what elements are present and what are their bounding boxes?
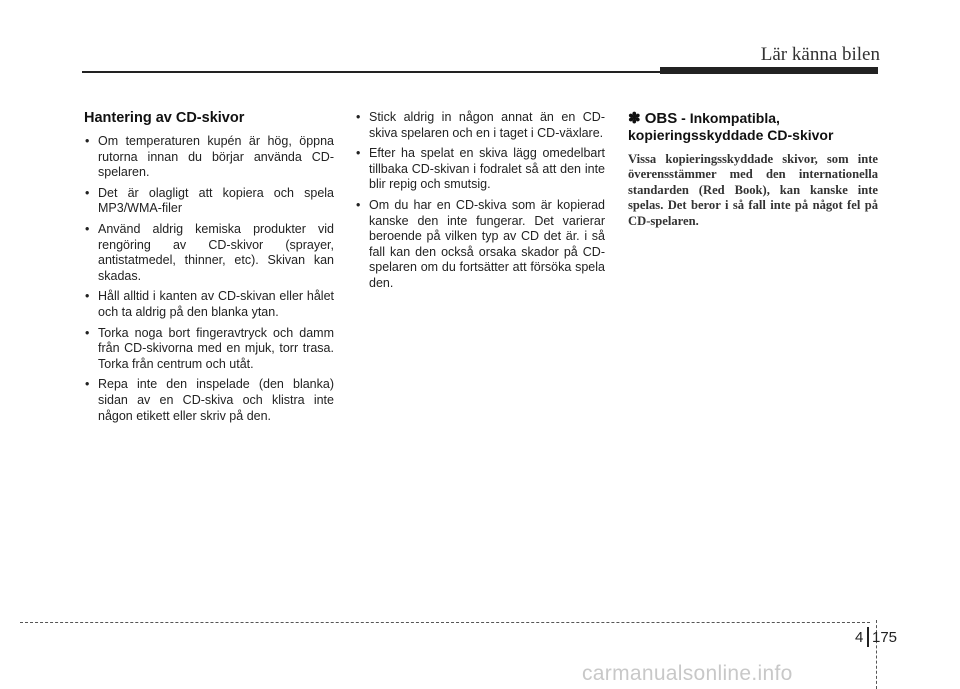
obs-body: Vissa kopieringsskyddade skivor, som inte överensstämmer med den internationella standarden (Red Book), kan kanske inte spelas. Det beror i så fall inte på något fel på CD-spelaren.	[628, 152, 878, 228]
header-rule-accent	[660, 67, 878, 74]
list-item: • Repa inte den inspelade (den blanka) sidan av en CD-skiva och klistra inte någon etikett eller skriv på den.	[84, 377, 334, 424]
section-heading: Hantering av CD-skivor	[84, 110, 245, 126]
list-item: • Det är olagligt att kopiera och spela MP3/WMA-filer	[84, 186, 334, 217]
column-cd-handling	[84, 110, 334, 429]
cd-handling-list	[84, 134, 334, 424]
watermark: carmanualsonline.info	[582, 662, 793, 685]
cd-handling-list-continued	[355, 110, 605, 292]
obs-title: - Inkompatibla, kopieringsskyddade CD-skivor	[628, 110, 834, 143]
list-item: • Använd aldrig kemiska produkter vid rengöring av CD-skivor (sprayer, antistatmedel, thinner, etc). Skivan kan skadas.	[84, 222, 334, 284]
footer-dashed-rule	[20, 622, 870, 623]
obs-marker: ✽ OBS	[628, 110, 678, 127]
header-rule	[82, 71, 662, 73]
column-obs-note	[628, 110, 878, 229]
list-item: • Torka noga bort fingeravtryck och damm från CD-skivorna med en mjuk, torr trasa. Torka från centrum och utåt.	[84, 326, 334, 373]
chapter-number: 4	[855, 629, 864, 646]
obs-heading	[628, 110, 878, 144]
page-header-title: Lär känna bilen	[760, 44, 880, 65]
list-item: • Efter ha spelat en skiva lägg omedelbart tillbaka CD-skivan i fodralet så att den inte blir repig och smutsig.	[355, 146, 605, 193]
column-cd-handling-continued	[355, 110, 605, 297]
list-item: • Om du har en CD-skiva som är kopierad kanske den inte fungerar. Det varierar beroende på vilken typ av CD det är. i så fall kan den också orsaka skador på CD-spelaren om du fortsätter att försöka spela den.	[355, 198, 605, 292]
list-item: • Om temperaturen kupén är hög, öppna rutorna innan du börjar använda CD-spelaren.	[84, 134, 334, 181]
list-item: • Stick aldrig in någon annat än en CD-skiva spelaren och en i taget i CD-växlare.	[355, 110, 605, 141]
list-item: • Håll alltid i kanten av CD-skivan eller hålet och ta aldrig på den blanka ytan.	[84, 289, 334, 320]
page-number-divider	[867, 627, 869, 647]
page-number: 175	[872, 629, 898, 646]
